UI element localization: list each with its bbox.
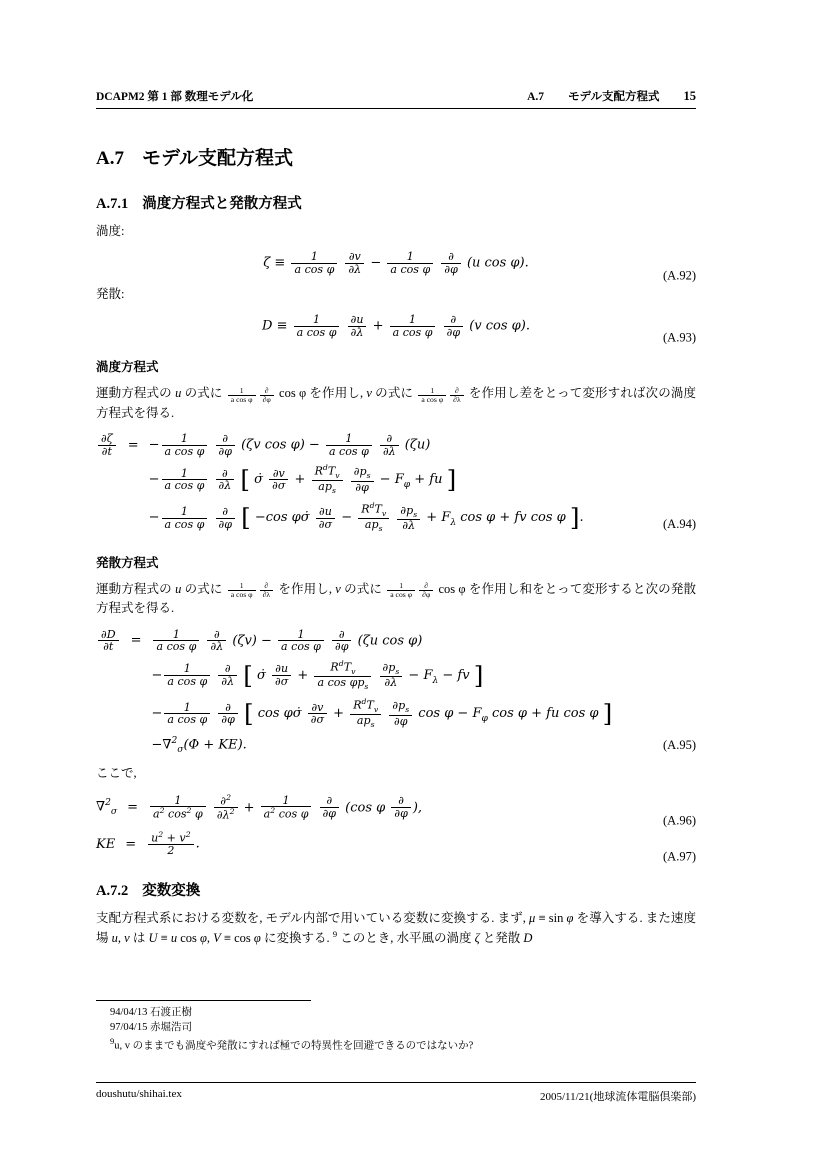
subsection-heading-2 — [96, 879, 696, 900]
equation-a97-tag: (A.97) — [663, 849, 696, 864]
footnote-line-1: 94/04/13 石渡正樹 — [110, 1007, 192, 1018]
subsection-heading-1 — [96, 192, 696, 213]
footnote-line-2: 97/04/15 赤堀浩司 — [110, 1022, 192, 1034]
running-header-section-ref: A.7 — [527, 91, 545, 103]
paragraph-divergence-text: 運動方程式の u の式に $\frac{1}{\text{a cos φ}}$ $\frac{\partial}{\partial\lambda}$ を作用し, v の式に $\frac{1}{\text{a cos φ}}$ $\frac{\partial}{\partial\varphi}$ cos φ を作用し和をとって変形すると次の発散方程式を得る. — [96, 581, 696, 616]
footnote-rule — [96, 1000, 311, 1001]
equation-a97 — [96, 830, 696, 864]
equation-a95 — [96, 629, 696, 756]
subsection-title-2: 変数変換 — [142, 883, 201, 900]
footnote-area — [96, 1000, 696, 1054]
running-header-right — [527, 88, 696, 104]
footer-left: doushutu/shihai.tex — [96, 1088, 182, 1100]
page-content — [96, 88, 696, 949]
running-header-section-title: モデル支配方程式 — [568, 91, 660, 103]
label-vorticity: 渦度: — [96, 224, 125, 238]
paragraph-heading-divergence: 発散方程式 — [96, 555, 159, 570]
equation-a93-body: D ≡ $\frac{1}{\text{a cos φ}}$ $\frac{\partial u}{\partial\lambda}$ + $\frac{1}{\text{a cos φ}}$ $\frac{\partial}{\partial\varphi}$ (v cos φ). — [262, 312, 530, 339]
paragraph-vorticity-text: 運動方程式の u の式に $\frac{1}{\text{a cos φ}}$ $\frac{\partial}{\partial\varphi}$ cos φ を作用し, v の式に $\frac{1}{\text{a cos φ}}$ $\frac{\partial}{\partial\lambda}$ を作用し差をとって変形すれば次の渦度方程式を得る. — [96, 385, 696, 420]
equation-a92-tag: (A.92) — [663, 268, 696, 283]
equation-a96 — [96, 792, 696, 828]
section-title: モデル支配方程式 — [141, 148, 294, 169]
subsection-number-1: A.7.1 — [96, 196, 129, 212]
equation-a92-body: ζ ≡ $\frac{1}{\text{a cos φ}}$ $\frac{\partial v}{\partial\lambda}$ − $\frac{1}{\text{a cos φ}}$ $\frac{\partial}{\partial\varphi}$ (u cos φ). — [263, 250, 529, 276]
equation-a93 — [96, 312, 696, 345]
equation-a94-tag: (A.94) — [663, 516, 696, 531]
equation-a94 — [96, 433, 696, 534]
footnote-line-3 — [110, 1035, 696, 1054]
footer-right: 2005/11/21(地球流体電脳倶楽部) — [539, 1091, 696, 1103]
footnote-marker: 9 — [110, 1036, 115, 1047]
running-header — [96, 88, 696, 109]
equation-a96-body: ∇$^2_\sigma$ = $\frac{1}{a^2 \cos^2 \varphi}$ $\frac{\partial^2}{\partial\lambda^2}$ + $\frac{1}{a^2 \cos \varphi}$ $\frac{\partial}{\partial\varphi}$ (cos φ $\frac{\partial}{\partial\varphi}$ ), — [96, 792, 423, 822]
equation-a94-body: $\frac{\partial\zeta}{\partial t}$ = − $\frac{1}{\text{a cos φ}}$ $\frac{\partial}{\partial\varphi}$ (ζv cos φ) − $\frac{1}{\text{a cos φ}}$ $\frac{\partial}{\partial\lambda}$ (ζu) − $\frac{1}{\text{a cos φ}}$ $\frac{\partial}{\partial\lambda}$ [ σ̇ $\frac{\partial v}{\partial\sigma}$ + $\frac{R^dT_v}{ap_s}$ $\frac{\partial p_s}{\partial\varphi}$ − $F_\varphi$ + fu ] − $\frac{1}{\text{a cos φ}}$ $\frac{\partial}{\partial\varphi}$ [ −cos φσ̇ $\frac{\partial u}{\partial\sigma}$ − $\frac{R^dT_v}{ap_s}$ $\frac{\partial p_s}{\partial\lambda}$ + $F_\lambda$ cos φ + fv cos φ ]. — [96, 433, 696, 534]
equation-a92 — [96, 250, 696, 283]
subsection-number-2: A.7.2 — [96, 883, 129, 900]
equation-a93-tag: (A.93) — [663, 330, 696, 345]
here-text: ここで, — [96, 766, 137, 781]
equation-a95-body: $\frac{\partial D}{\partial t}$ = $\frac{1}{\text{a cos φ}}$ $\frac{\partial}{\partial\lambda}$ (ζv) − $\frac{1}{\text{a cos φ}}$ $\frac{\partial}{\partial\varphi}$ (ζu cos φ) − $\frac{1}{\text{a cos φ}}$ $\frac{\partial}{\partial\lambda}$ [ σ̇ $\frac{\partial u}{\partial\sigma}$ + $\frac{R^dT_v}{a \cos \varphi p_s}$ $\frac{\partial p_s}{\partial\lambda}$ − $F_\lambda$ − fv ] − $\frac{1}{\text{a cos φ}}$ $\frac{\partial}{\partial\varphi}$ [ cos φσ̇ $\frac{\partial v}{\partial\sigma}$ + $\frac{R^dT_v}{ap_s}$ $\frac{\partial p_s}{\partial\varphi}$ $\cos \varphi - F_\varphi$ cos φ + fu cos φ ] −∇$^2_\sigma$(Φ + KE). — [96, 629, 696, 756]
paragraph-heading-vorticity: 渦度方程式 — [96, 360, 159, 375]
subsection-title-1: 渦度方程式と発散方程式 — [142, 196, 302, 212]
equation-a95-tag: (A.95) — [663, 738, 696, 753]
equation-a96-tag: (A.96) — [663, 813, 696, 828]
section-heading — [96, 143, 696, 170]
section-number: A.7 — [96, 148, 124, 169]
footnote-line-3-text: u, v のままでも渦度や発散にすれば極での特異性を回避できるのではないか? — [114, 1040, 474, 1052]
running-header-left: DCAPM2 第 1 部 数理モデル化 — [96, 91, 254, 103]
subsection2-paragraph: 支配方程式系における変数を, モデル内部で用いている変数に変換する. まず, μ ≡ sin φ を導入する. また速度場 u, v は U ≡ u cos φ, V ≡ cos φ に変換する. $^9$ このとき, 水平風の渦度 ζ と発散 D — [96, 911, 696, 946]
equation-a97-body: KE = $\frac{u^2 + v^2}{2}$ . — [96, 830, 200, 858]
label-divergence: 発散: — [96, 286, 125, 301]
page-number: 15 — [683, 89, 696, 103]
page-footer — [96, 1082, 696, 1104]
